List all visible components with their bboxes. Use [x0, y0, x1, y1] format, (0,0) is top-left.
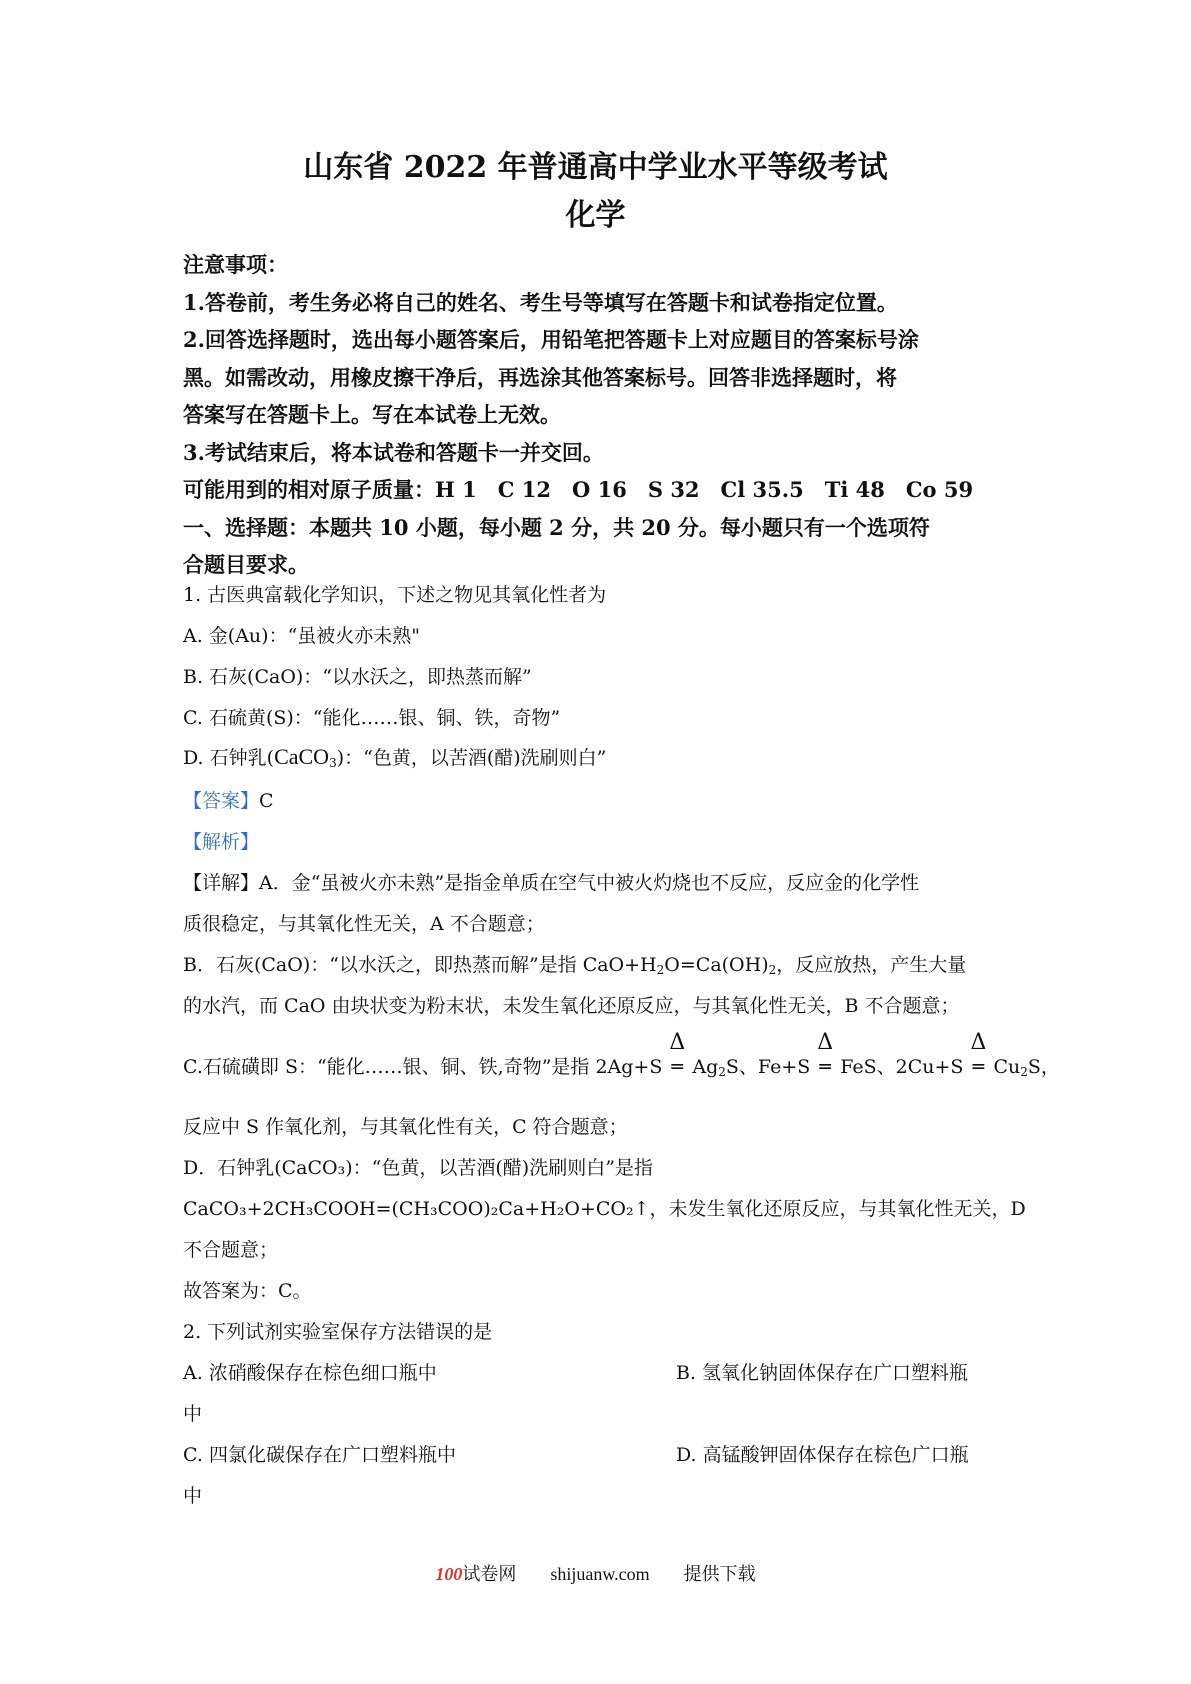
- q1-detail-c-cu: Cu: [993, 1056, 1021, 1078]
- q1-detail-c-end: S，: [1027, 1056, 1060, 1078]
- q1-detail-c-pre: C.石硫磺即 S：“能化……银、铜、铁,奇物”是指 2Ag+S: [183, 1056, 663, 1078]
- q1-option-d-prefix: D. 石钟乳(: [183, 747, 275, 769]
- section-heading-a: 一、选择题：本题共 10 小题，每小题 2 分，共 20 分。每小题只有一个选项符: [183, 514, 930, 540]
- q1-stem: 1. 古医典富载化学知识，下述之物见其氧化性者为: [183, 584, 607, 606]
- answer-tag: 【答案】: [183, 790, 260, 812]
- instruction-2a: 2.回答选择题时，选出每小题答案后，用铅笔把答题卡上对应题目的答案标号涂: [183, 327, 919, 352]
- q1-detail-c-ag: Ag: [692, 1056, 719, 1078]
- q1-detail-c-cu-sub: 2: [1020, 1065, 1028, 1079]
- equals-sign-3: ═: [972, 1056, 985, 1078]
- heating-condition-3: [963, 1030, 993, 1078]
- q2-option-d: D. 高锰酸钾固体保存在棕色广口瓶: [676, 1444, 969, 1466]
- subject-title: 化学: [565, 198, 626, 233]
- q1-detail-d-line1: D．石钟乳(CaCO₃)：“色黄，以苦酒(醋)洗刷则白”是指: [183, 1157, 653, 1179]
- q1-option-b: B. 石灰(CaO)：“以水沃之，即热蒸而解”: [183, 666, 532, 688]
- q2-option-b: B. 氢氧化钠固体保存在广口塑料瓶: [676, 1362, 969, 1384]
- q1-detail-a-line1: [183, 868, 919, 895]
- equals-sign-1: ═: [671, 1056, 684, 1078]
- footer-slogan: 提供下载: [683, 1564, 756, 1584]
- q2-stem: 2. 下列试剂实验室保存方法错误的是: [183, 1321, 493, 1343]
- q1-conclusion: 故答案为：C。: [183, 1280, 312, 1302]
- site-logo-icon: 100: [435, 1564, 463, 1584]
- q1-detail-c-ag-post: S、Fe+S: [725, 1056, 811, 1078]
- q1-detail-b-line1: [183, 950, 966, 977]
- q2-option-d-wrap: 中: [183, 1485, 203, 1507]
- q1-detail-a-line2: 质很稳定，与其氧化性无关，A 不合题意；: [183, 913, 545, 935]
- q1-detail-b1-mid: O=Ca(OH): [664, 954, 769, 976]
- instruction-3: 3.考试结束后，将本试卷和答题卡一并交回。: [183, 439, 604, 465]
- q1-option-d-formula: CaCO: [274, 744, 330, 769]
- q1-answer-line: [183, 786, 274, 813]
- q2-option-c: C. 四氯化碳保存在广口塑料瓶中: [183, 1444, 456, 1466]
- instruction-2b: 黑。如需改动，用橡皮擦干净后，再选涂其他答案标号。回答非选择题时，将: [183, 364, 897, 390]
- q1-detail-b1-sub2: 2: [768, 963, 777, 977]
- q1-detail-b1-post: ，反应放热，产生大量: [776, 954, 967, 976]
- detail-tag: 【详解】: [183, 872, 260, 894]
- instructions-block: [183, 246, 1023, 584]
- instruction-2c: 答案写在答题卡上。写在本试卷上无效。: [183, 402, 561, 427]
- footer-brand: 试卷网: [462, 1564, 517, 1584]
- instructions-heading: 注意事项：: [183, 252, 288, 277]
- q1-detail-b1-sub1: 2: [656, 963, 665, 977]
- q1-detail-a1: A．金“虽被火亦未熟”是指金单质在空气中被火灼烧也不反应，反应金的化学性: [259, 872, 920, 894]
- q1-detail-d-line2: CaCO₃+2CH₃COOH=(CH₃COO)₂Ca+H₂O+CO₂↑，未发生氧化还原反应，与其氧化性无关，D: [183, 1198, 1026, 1220]
- q1-answer: C: [259, 790, 274, 812]
- q2-option-a: A. 浓硝酸保存在棕色细口瓶中: [183, 1362, 437, 1384]
- analysis-tag: 【解析】: [183, 831, 260, 853]
- q1-detail-b1-pre: B．石灰(CaO)：“以水沃之，即热蒸而解”是指 CaO+H: [183, 954, 657, 976]
- q1-detail-c-line2: 反应中 S 作氧化剂，与其氧化性有关，C 符合题意；: [183, 1116, 628, 1138]
- heating-condition-2: [810, 1030, 840, 1078]
- instruction-1: 1.答卷前，考生务必将自己的姓名、考生号等填写在答题卡和试卷指定位置。: [183, 289, 898, 315]
- equals-sign-2: ═: [819, 1056, 831, 1078]
- q1-detail-c-line1: [183, 1030, 1060, 1079]
- q1-option-a: A. 金(Au)：“虽被火亦未熟": [183, 625, 421, 647]
- q1-detail-c-ag-sub: 2: [718, 1065, 726, 1079]
- heat-delta-3: Δ: [970, 1030, 987, 1055]
- q1-option-d: [183, 743, 606, 770]
- q1-detail-d-line3: 不合题意；: [183, 1239, 279, 1261]
- atomic-masses: 可能用到的相对原子质量：H 1 C 12 O 16 S 32 Cl 35.5 Ti 48 Co 59: [183, 477, 974, 502]
- heating-condition-1: [662, 1030, 692, 1078]
- heat-delta-2: Δ: [817, 1030, 834, 1055]
- heat-delta-1: Δ: [669, 1030, 686, 1055]
- q2-option-b-wrap: 中: [183, 1403, 203, 1425]
- q1-option-d-subscript: 3: [329, 756, 337, 770]
- q1-detail-c-fes: FeS、2Cu+S: [840, 1056, 964, 1078]
- exam-title: 山东省 2022 年普通高中学业水平等级考试: [303, 150, 888, 185]
- q1-option-c: C. 石硫黄(S)：“能化……银、铜、铁，奇物”: [183, 707, 561, 729]
- section-heading-b: 合题目要求。: [183, 552, 309, 577]
- page-footer: [0, 1560, 1191, 1586]
- footer-site-link[interactable]: shijuanw.com: [550, 1564, 650, 1584]
- q1-detail-b-line2: 的水汽，而 CaO 由块状变为粉末状，未发生氧化还原反应，与其氧化性无关，B 不合题意；: [183, 995, 960, 1017]
- q1-option-d-suffix: )：“色黄，以苦酒(醋)洗刷则白”: [336, 747, 607, 769]
